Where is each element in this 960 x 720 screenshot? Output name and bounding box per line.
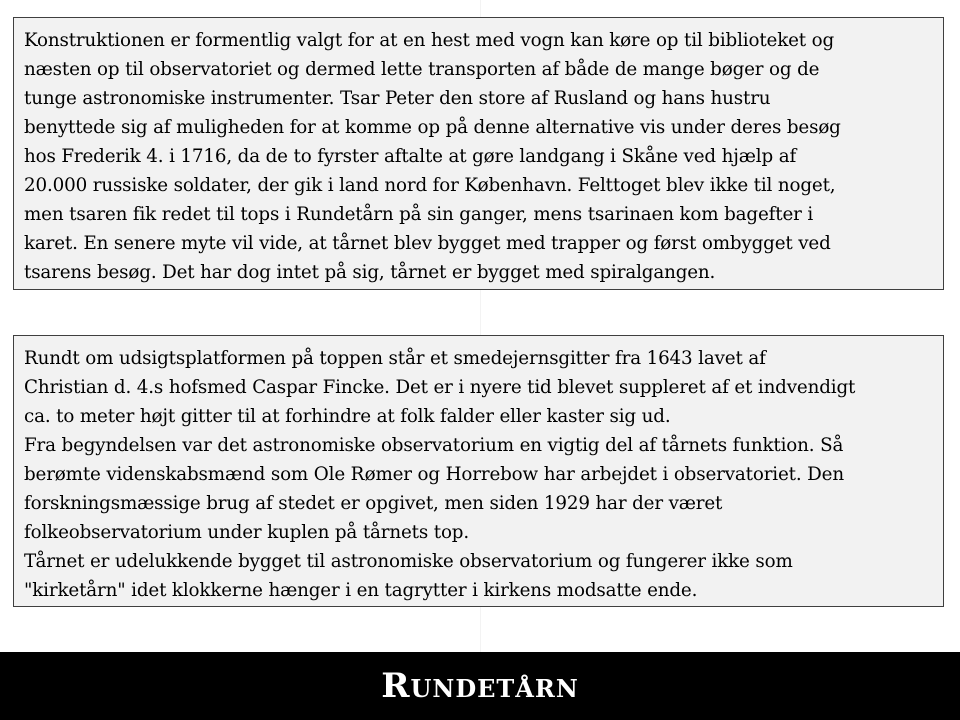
- text-box-observatory: Rundt om udsigtsplatformen på toppen står et smedejernsgitter fra 1643 lavet af Christian d. 4.s hofsmed Caspar Fincke. Det er i nyere tid blevet suppleret af et indvendigt ca. to meter højt gitter til at forhindre at folk falder eller kaster sig ud. Fra begyndelsen var det astronomiske observatorium en vigtig del af tårnets funktion. Så berømte videnskabsmænd som Ole Rømer og Horrebow har arbejdet i observatoriet. Den forskningsmæssige brug af stedet er opgivet, men siden 1929 har der været folkeobservatorium under kuplen på tårnets top. Tårnet er udelukkende bygget til astronomiske observatorium og fungerer ikke som "kirketårn" idet klokkerne hænger i en tagrytter i kirkens modsatte ende.: [13, 335, 944, 607]
- text-box-construction: Konstruktionen er formentlig valgt for at en hest med vogn kan køre op til biblioteket og næsten op til observatoriet og dermed lette transporten af både de mange bøger og de tunge astronomiske instrumenter. Tsar Peter den store af Rusland og hans hustru benyttede sig af muligheden for at komme op på denne alternative vis under deres besøg hos Frederik 4. i 1716, da de to fyrster aftalte at gøre landgang i Skåne ved hjælp af 20.000 russiske soldater, der gik i land nord for København. Felttoget blev ikke til noget, men tsaren fik redet til tops i Rundetårn på sin ganger, mens tsarinaen kom bagefter i karet. En senere myte vil vide, at tårnet blev bygget med trapper og først ombygget ved tsarens besøg. Det har dog intet på sig, tårnet er bygget med spiralgangen.: [13, 17, 944, 290]
- footer-bar: [0, 652, 960, 720]
- slide-title: Rundetårn: [381, 666, 579, 706]
